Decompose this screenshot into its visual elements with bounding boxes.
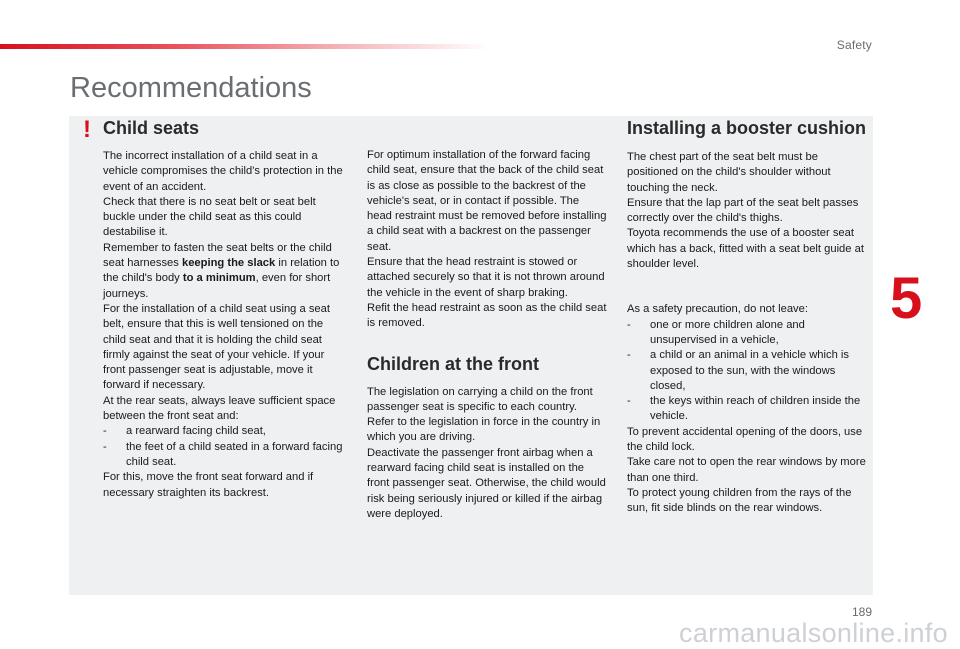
paragraph: To prevent accidental opening of the doors, use the child lock. [627,425,863,454]
spacer [627,272,867,302]
heading-children-front: Children at the front [367,353,539,374]
text-run: , even for short journeys. [103,272,331,300]
paragraph: Check that there is no seat belt or seat belt buckle under the child seat as this could destabilise it. [103,195,316,239]
paragraph: Toyota recommends the use of a booster seat which has a back, fitted with a seat belt guide at shoulder level. [627,227,864,271]
list-item [627,318,867,349]
text-run: in relation to the child's body [103,257,340,285]
paragraph: At the rear seats, always leave sufficient space between the front seat and: [103,394,336,423]
list-item-text: a child or an animal in a vehicle which is exposed to the sun, with the windows closed, [650,349,849,392]
text-run: Remember to fasten the seat belts or the child seat harnesses [103,241,332,270]
list-item-text: a rearward facing child seat, [126,425,266,438]
list-dash: - [627,318,631,331]
list-item [627,394,867,425]
column-child-seats [103,118,343,501]
paragraph: The incorrect installation of a child seat in a vehicle compromises the child's protection in the event of an accident. [103,150,343,193]
watermark: carmanualsonline.info [679,618,948,648]
list-item-text: the keys within reach of children inside the vehicle. [650,395,861,423]
page-title: Recommendations [70,72,312,104]
list-item-text: the feet of a child seated in a forward facing child seat. [126,440,343,468]
list-dash: - [627,349,631,362]
paragraph: Refit the head restraint as soon as the child seat is removed. [367,301,607,330]
paragraph: Deactivate the passenger front airbag when a rearward facing child seat is installed on the front passenger seat. Otherwise, the child would risk being seriously injured or killed if the airbag were deployed. [367,446,606,520]
paragraph: The chest part of the seat belt must be positioned on the child's shoulder without touching the neck. [627,151,831,194]
paragraph: Ensure that the lap part of the seat belt passes correctly over the child's thighs. [627,196,859,225]
bold-text: to a minimum [182,272,256,285]
list-item [103,424,343,439]
paragraph: The legislation on carrying a child on the front passenger seat is specific to each country. Refer to the legislation in force in the country in which you are driving. [367,385,601,444]
list-dash: - [103,440,107,453]
list-item [627,348,867,394]
list-item [103,440,343,471]
paragraph: To protect young children from the rays of the sun, fit side blinds on the rear windows. [627,486,852,515]
paragraph: Take care not to open the rear windows by more than one third. [627,456,866,484]
paragraph: For this, move the front seat forward and if necessary straighten its backrest. [103,471,314,499]
paragraph: For the installation of a child seat using a seat belt, ensure that this is well tensioned on the child seat and that it is holding the child seat firmly against the seat of your vehicle. If your front passenger seat is adjustable, move it forward if necessary. [103,302,330,392]
header-accent-bar [0,44,490,49]
list-dash: - [627,395,631,408]
section-name: Safety [836,38,872,52]
list-dash: - [103,425,107,438]
list-item-text: one or more children alone and unsupervised in a vehicle, [650,318,805,346]
paragraph: As a safety precaution, do not leave: [627,303,808,316]
heading-child-seats: Child seats [103,118,200,138]
warning-icon: ! [83,116,91,143]
chapter-number: 5 [890,266,923,331]
column-children-front [367,148,607,522]
paragraph: Ensure that the head restraint is stowed or attached securely so that it is not thrown around the vehicle in the event of sharp braking. [367,256,605,299]
bullet-list [627,318,867,425]
paragraph [103,241,343,302]
column-booster-cushion [627,118,867,517]
heading-booster-cushion: Installing a booster cushion [627,118,867,138]
page-number: 189 [851,605,872,619]
paragraph: For optimum installation of the forward facing child seat, ensure that the back of the child seat is as close as possible to the backrest of the vehicle's seat, or in contact if possible. The head restraint must be removed before installing a child seat with a backrest on the passenger seat. [367,149,607,253]
bold-text: keeping the slack [181,257,276,270]
bullet-list [103,424,343,470]
